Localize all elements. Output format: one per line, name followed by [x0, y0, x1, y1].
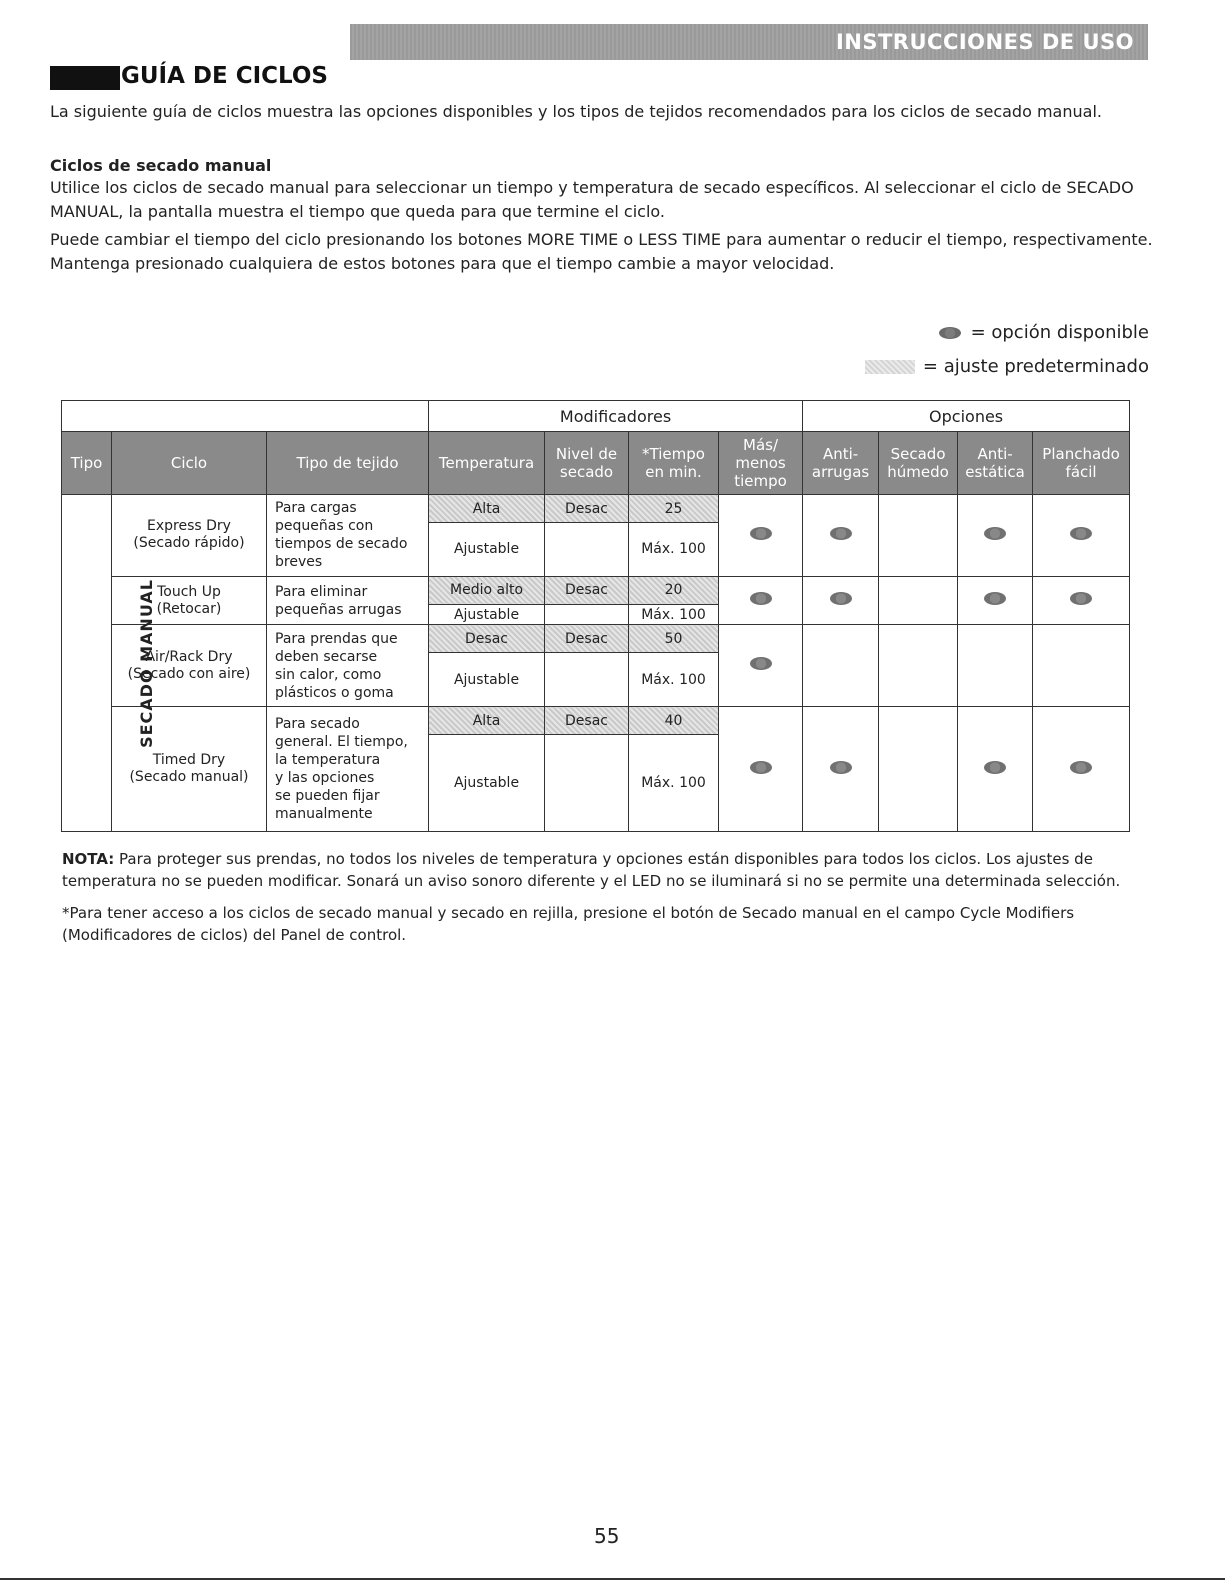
- default-time: 20: [629, 576, 719, 604]
- legend-available-text: = opción disponible: [970, 322, 1149, 343]
- group-header-row: [62, 401, 1130, 432]
- legend-default-text: = ajuste predeterminado: [922, 356, 1149, 377]
- available-dot-icon: [750, 761, 772, 774]
- available-dot-icon: [750, 592, 772, 605]
- available-dot-icon: [830, 761, 852, 774]
- cycle-name: Express Dry (Secado rápido): [112, 495, 267, 577]
- default-temperature: Desac: [429, 625, 545, 653]
- tipo-label: SECADO MANUAL: [136, 578, 156, 748]
- manual-heading: Ciclos de secado manual: [50, 156, 272, 175]
- legend-available: [939, 322, 1149, 343]
- available-dot-icon: [984, 592, 1006, 605]
- fabric-type: Para cargas pequeñas con tiempos de secado breves: [267, 495, 429, 577]
- col-temperatura: Temperatura: [429, 432, 545, 495]
- default-time: 25: [629, 495, 719, 523]
- default-time: 50: [629, 625, 719, 653]
- cycle-name: Touch Up (Retocar): [112, 576, 267, 624]
- default-temperature: Alta: [429, 495, 545, 523]
- banner-text: INSTRUCCIONES DE USO: [835, 30, 1134, 54]
- column-header-row: [62, 432, 1130, 495]
- col-ciclo: Ciclo: [112, 432, 267, 495]
- footnote: *Para tener acceso a los ciclos de secado manual y secado en rejilla, presione el botón de Secado manual en el campo Cycle Modifiers (Modificadores de ciclos) del Panel de control.: [62, 904, 1075, 944]
- table-row: [62, 495, 1130, 523]
- modifiers-group: Modificadores: [429, 401, 803, 432]
- available-dot-icon: [750, 527, 772, 540]
- col-tipo: Tipo: [62, 432, 112, 495]
- adjustable-temperature: Ajustable: [429, 735, 545, 832]
- available-dot-icon: [939, 327, 961, 339]
- available-dot-icon: [750, 657, 772, 670]
- available-dot-icon: [1070, 761, 1092, 774]
- max-time: Máx. 100: [629, 604, 719, 624]
- default-dry-level: Desac: [545, 625, 629, 653]
- manual-paragraph-1: Utilice los ciclos de secado manual para seleccionar un tiempo y temperatura de secado específicos. Al seleccionar el ciclo de SECADO MANUAL, la pantalla muestra el tiempo que queda para que termine el ciclo.: [50, 178, 1134, 221]
- max-time: Máx. 100: [629, 523, 719, 577]
- table-row: [62, 707, 1130, 735]
- available-dot-icon: [984, 761, 1006, 774]
- page-number: 55: [594, 1524, 620, 1548]
- default-dry-level: Desac: [545, 576, 629, 604]
- tipo-cell: [62, 495, 156, 832]
- col-nivel-secado: Nivel de secado: [545, 432, 629, 495]
- col-anti-estatica: Anti- estática: [958, 432, 1033, 495]
- max-time: Máx. 100: [629, 735, 719, 832]
- options-group: Opciones: [803, 401, 1130, 432]
- fabric-type: Para eliminar pequeñas arrugas: [267, 576, 429, 624]
- available-dot-icon: [984, 527, 1006, 540]
- available-dot-icon: [830, 592, 852, 605]
- intro-paragraph: La siguiente guía de ciclos muestra las opciones disponibles y los tipos de tejidos recomendados para los ciclos de secado manual.: [50, 102, 1102, 121]
- default-temperature: Medio alto: [429, 576, 545, 604]
- page-title: GUÍA DE CICLOS: [121, 63, 328, 89]
- title-marker: [50, 66, 120, 90]
- adjustable-temperature: Ajustable: [429, 653, 545, 707]
- col-secado-humedo: Secado húmedo: [879, 432, 958, 495]
- cycle-guide-table: [61, 400, 1130, 832]
- legend-default: [865, 356, 1149, 377]
- available-dot-icon: [830, 527, 852, 540]
- table-row: [62, 576, 1130, 604]
- bottom-rule: [0, 1578, 1225, 1580]
- adjustable-temperature: Ajustable: [429, 604, 545, 624]
- col-tiempo: *Tiempo en min.: [629, 432, 719, 495]
- default-swatch-icon: [865, 360, 915, 374]
- col-anti-arrugas: Anti- arrugas: [803, 432, 879, 495]
- notes: [62, 848, 1152, 956]
- cycle-name: Air/Rack Dry (Secado con aire): [112, 625, 267, 707]
- col-planchado: Planchado fácil: [1033, 432, 1130, 495]
- default-time: 40: [629, 707, 719, 735]
- default-dry-level: Desac: [545, 495, 629, 523]
- fabric-type: Para prendas que deben secarse sin calor, como plásticos o goma: [267, 625, 429, 707]
- default-dry-level: Desac: [545, 707, 629, 735]
- note-paragraph: NOTA: Para proteger sus prendas, no todos los niveles de temperatura y opciones están disponibles para todos los ciclos. Los ajustes de temperatura no se pueden modificar. Sonará un aviso sonoro diferente y el LED no se iluminará si no se permite una determinada selección.: [62, 850, 1121, 890]
- manual-paragraph-2: Puede cambiar el tiempo del ciclo presionando los botones MORE TIME o LESS TIME para aumentar o reducir el tiempo, respectivamente. Mantenga presionado cualquiera de estos botones para que el tiempo cambie a mayor velocidad.: [50, 230, 1153, 273]
- col-tejido: Tipo de tejido: [267, 432, 429, 495]
- table-row: [62, 625, 1130, 653]
- cycle-name: Timed Dry (Secado manual): [112, 707, 267, 832]
- available-dot-icon: [1070, 527, 1092, 540]
- fabric-type: Para secado general. El tiempo, la temperatura y las opciones se pueden fijar manualmente: [267, 707, 429, 832]
- max-time: Máx. 100: [629, 653, 719, 707]
- default-temperature: Alta: [429, 707, 545, 735]
- available-dot-icon: [1070, 592, 1092, 605]
- adjustable-temperature: Ajustable: [429, 523, 545, 577]
- col-mas-menos: Más/ menos tiempo: [719, 432, 803, 495]
- section-banner: [350, 24, 1148, 60]
